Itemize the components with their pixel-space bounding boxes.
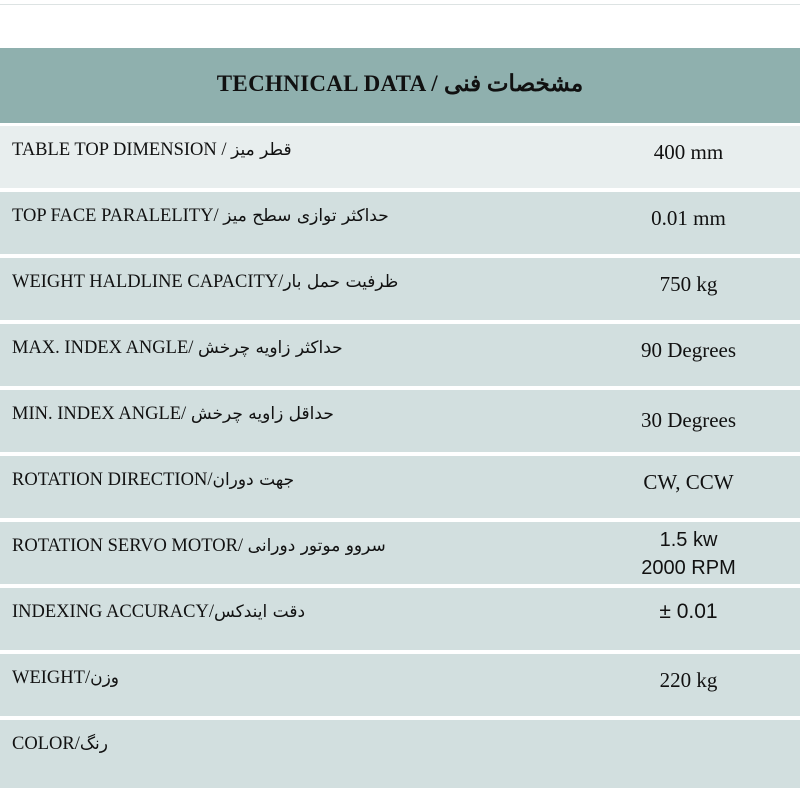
label-fa: حداکثر زاویه چرخش bbox=[198, 338, 343, 358]
value-cell bbox=[577, 192, 800, 254]
label-fa: حداکثر توازی سطح میز bbox=[223, 206, 389, 226]
label-fa: سروو موتور دورانی bbox=[247, 536, 386, 556]
table-row bbox=[0, 192, 800, 254]
label-fa: حداقل زاویه چرخش bbox=[190, 404, 334, 424]
label-cell bbox=[0, 258, 574, 320]
table-row bbox=[0, 654, 800, 716]
label-cell bbox=[0, 456, 574, 518]
value-cell bbox=[577, 654, 800, 716]
table-row bbox=[0, 588, 800, 650]
label-cell bbox=[0, 390, 574, 452]
spec-value: 90 Degrees bbox=[640, 338, 737, 362]
label-en: INDEXING ACCURACY/ bbox=[12, 602, 214, 622]
value-cell bbox=[577, 720, 800, 788]
motor-speed: 2000 RPM bbox=[641, 557, 736, 579]
label-en: ROTATION DIRECTION/ bbox=[12, 470, 213, 490]
label-cell bbox=[0, 126, 574, 188]
label-cell bbox=[0, 522, 574, 584]
value-cell bbox=[577, 456, 800, 518]
label-en: WEIGHT/ bbox=[12, 668, 91, 688]
top-divider bbox=[0, 4, 800, 5]
motor-power: 1.5 kw bbox=[659, 529, 718, 551]
table-row bbox=[0, 522, 800, 584]
label-en: WEIGHT HALDLINE CAPACITY/ bbox=[12, 272, 284, 292]
label-en: MAX. INDEX ANGLE/ bbox=[12, 338, 199, 358]
spec-value: 30 Degrees bbox=[640, 408, 737, 432]
label-en: TABLE TOP DIMENSION / bbox=[12, 140, 232, 160]
table-row bbox=[0, 456, 800, 518]
spec-value: 750 kg bbox=[659, 272, 718, 296]
label-cell bbox=[0, 588, 574, 650]
label-fa: دقت ایندکس bbox=[213, 602, 306, 622]
value-cell bbox=[577, 126, 800, 188]
spec-table bbox=[0, 126, 800, 792]
label-cell bbox=[0, 324, 574, 386]
label-en: MIN. INDEX ANGLE/ bbox=[12, 404, 191, 424]
label-fa: رنگ bbox=[79, 734, 108, 754]
table-row bbox=[0, 390, 800, 452]
label-cell bbox=[0, 192, 574, 254]
value-cell bbox=[577, 588, 800, 650]
value-cell bbox=[577, 522, 800, 584]
label-fa: قطر میز bbox=[231, 140, 292, 160]
label-en: COLOR/ bbox=[12, 734, 80, 754]
table-row bbox=[0, 126, 800, 188]
spec-value: 0.01 mm bbox=[651, 206, 726, 230]
table-row bbox=[0, 258, 800, 320]
label-en: TOP FACE PARALELITY/ bbox=[12, 206, 224, 226]
table-row bbox=[0, 720, 800, 788]
value-cell bbox=[577, 390, 800, 452]
table-row bbox=[0, 324, 800, 386]
spec-value: 400 mm bbox=[653, 140, 724, 164]
label-cell bbox=[0, 720, 574, 788]
value-cell bbox=[577, 324, 800, 386]
label-cell bbox=[0, 654, 574, 716]
spec-value: ± 0.01 bbox=[659, 600, 718, 623]
label-fa: وزن bbox=[90, 668, 119, 688]
table-header bbox=[0, 48, 800, 123]
spec-value: 220 kg bbox=[659, 668, 718, 692]
value-cell bbox=[577, 258, 800, 320]
label-fa: ظرفیت حمل بار bbox=[283, 272, 399, 292]
spec-value: CW, CCW bbox=[643, 470, 734, 494]
table-title: TECHNICAL DATA / مشخصات فنی bbox=[216, 70, 584, 96]
label-fa: جهت دوران bbox=[212, 470, 295, 490]
label-en: ROTATION SERVO MOTOR/ bbox=[12, 536, 248, 556]
spec-value bbox=[577, 526, 800, 582]
